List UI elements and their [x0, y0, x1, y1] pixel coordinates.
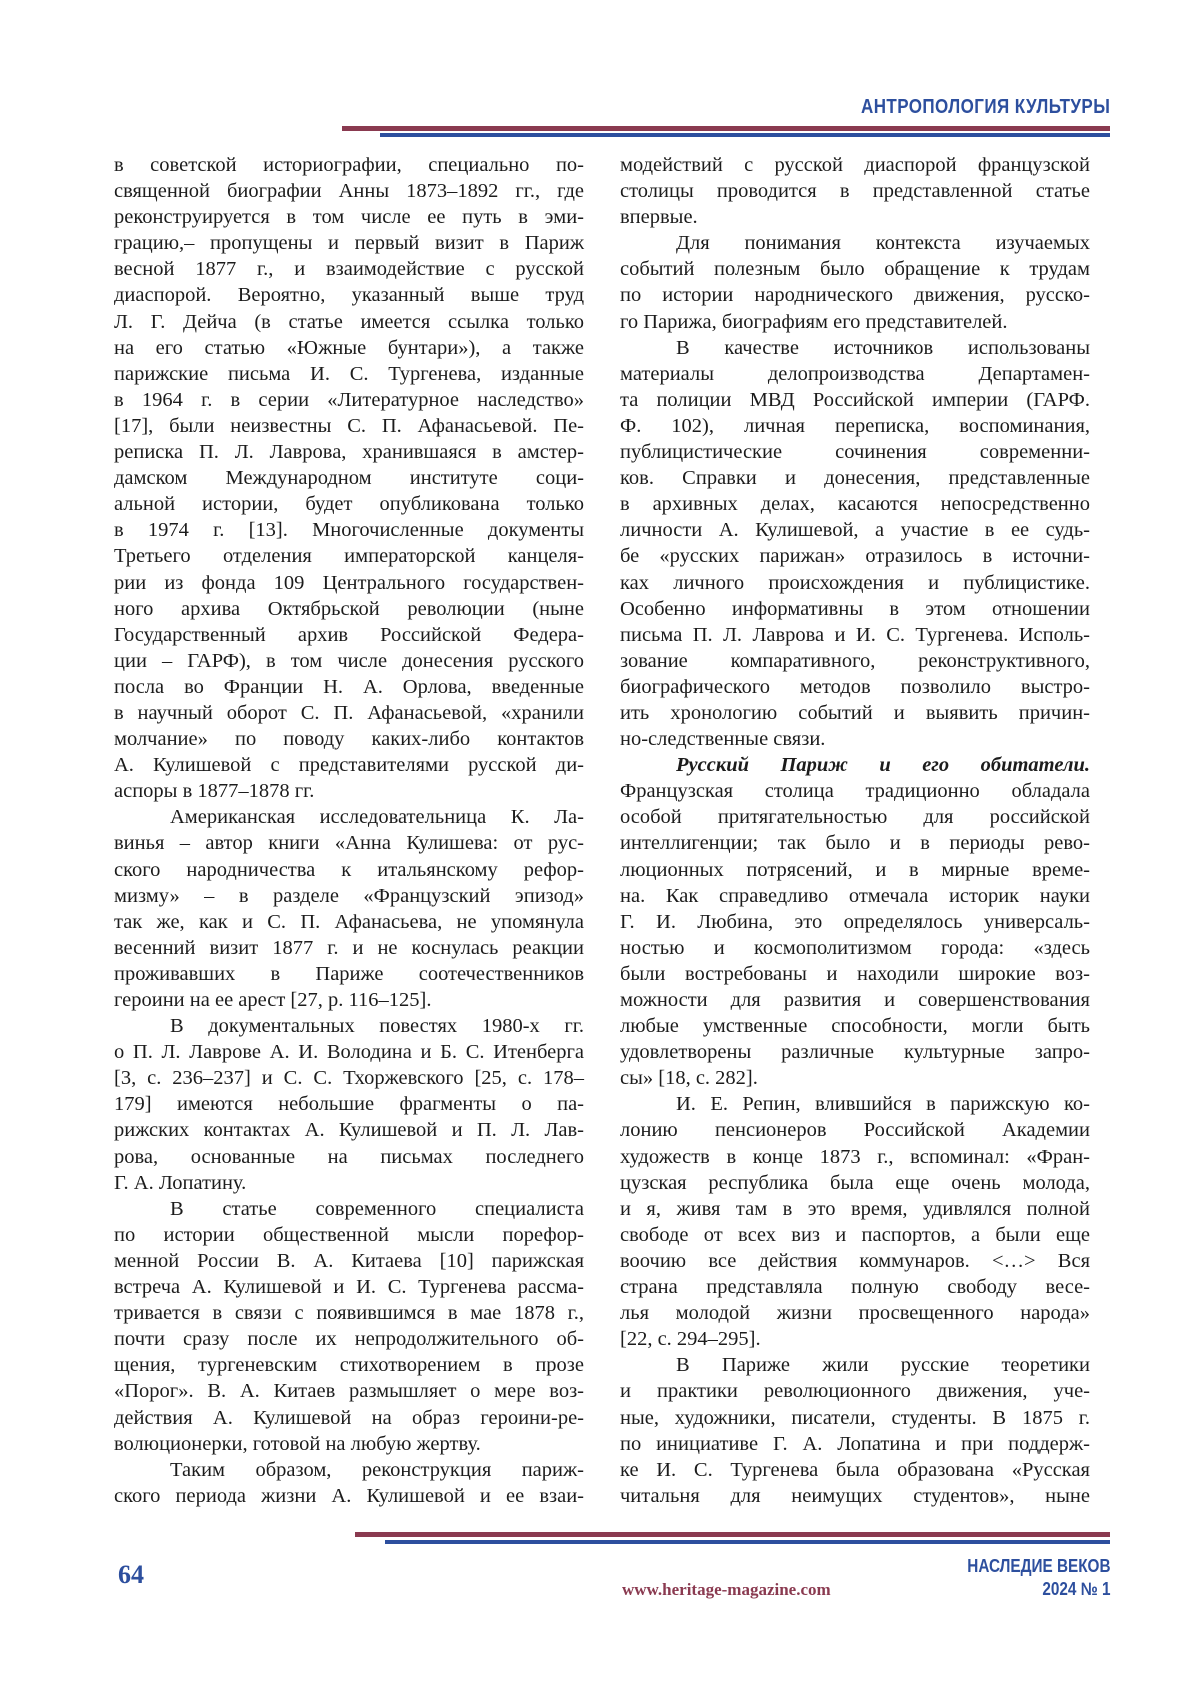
text-line: на его статью «Южные бунтари»), а также [114, 335, 584, 361]
text-line: ить хронологию событий и выявить причин- [620, 700, 1090, 726]
text-line: А. Кулишевой с представителями русской ди- [114, 752, 584, 778]
footer-rule-maroon [355, 1532, 1110, 1537]
text-line: молчание» по поводу каких-либо контактов [114, 726, 584, 752]
text-line: ского периода жизни А. Кулишевой и ее взаи- [114, 1483, 584, 1509]
text-line: альной истории, будет опубликована только [114, 491, 584, 517]
text-line: по инициативе Г. А. Лопатина и при поддерж- [620, 1431, 1090, 1457]
text-line: ции – ГАРФ), в том числе донесения русского [114, 648, 584, 674]
text-line: посла во Франции Н. А. Орлова, введенные [114, 674, 584, 700]
text-line: проживавших в Париже соотечественников [114, 961, 584, 987]
text-line: менной России В. А. Китаева [10] парижская [114, 1248, 584, 1274]
text-line: художеств в конце 1873 г., вспоминал: «Фран- [620, 1144, 1090, 1170]
text-line: лья молодой жизни просвещенного народа» [620, 1300, 1090, 1326]
paragraph [620, 1091, 1090, 1352]
section-heading: Русский Париж и его обитатели. [620, 752, 1090, 778]
text-line: ного архива Октябрьской революции (ныне [114, 596, 584, 622]
text-line: волюционерки, готовой на любую жертву. [114, 1431, 584, 1457]
text-line: особой притягательностью для российской [620, 804, 1090, 830]
text-line: на. Как справедливо отмечала историк науки [620, 883, 1090, 909]
paragraph [114, 1457, 584, 1509]
magazine-name: НАСЛЕДИЕ ВЕКОВ [967, 1555, 1110, 1578]
text-line: рии из фонда 109 Центрального государствен- [114, 570, 584, 596]
text-line: грацию,– пропущены и первый визит в Париж [114, 230, 584, 256]
paragraph [620, 152, 1090, 230]
paragraph [620, 335, 1090, 753]
text-line: дамском Международном институте соци- [114, 465, 584, 491]
header-rule-blue [380, 133, 1110, 137]
text-line: в советской историографии, специально по- [114, 152, 584, 178]
text-line: письма П. Л. Лаврова и И. С. Тургенева. Исполь- [620, 622, 1090, 648]
text-line: в научный оборот С. П. Афанасьевой, «хранили [114, 700, 584, 726]
text-line: страна представляла полную свободу весе- [620, 1274, 1090, 1300]
text-line: парижские письма И. С. Тургенева, изданные [114, 361, 584, 387]
text-line: 179] имеются небольшие фрагменты о па- [114, 1091, 584, 1117]
text-line: воочию все действия коммунаров. <…> Вся [620, 1248, 1090, 1274]
text-line: люционных потрясений, и в мирные време- [620, 857, 1090, 883]
text-line: свободе от всех виз и паспортов, а были еще [620, 1222, 1090, 1248]
text-line: «Порог». В. А. Китаев размышляет о мере воз- [114, 1378, 584, 1404]
text-line: лонию пенсионеров Российской Академии [620, 1117, 1090, 1143]
text-line: событий полезным было обращение к трудам [620, 256, 1090, 282]
text-line: [22, с. 294–295]. [620, 1326, 1090, 1352]
text-column-left [114, 152, 584, 1509]
footer-rule-blue [385, 1540, 1110, 1544]
text-line: личности А. Кулишевой, а участие в ее судь- [620, 517, 1090, 543]
text-line: Л. Г. Дейча (в статье имеется ссылка только [114, 309, 584, 335]
text-line: диаспорой. Вероятно, указанный выше труд [114, 282, 584, 308]
text-line: любые умственные способности, могли быть [620, 1013, 1090, 1039]
text-line: бе «русских парижан» отразилось в источни- [620, 543, 1090, 569]
text-line: материалы делопроизводства Департамен- [620, 361, 1090, 387]
text-line: сы» [18, с. 282]. [620, 1065, 1090, 1091]
text-line: Французская столица традиционно обладала [620, 778, 1090, 804]
text-line: ках личного происхождения и публицистике. [620, 570, 1090, 596]
text-line: биографического методов позволило выстро- [620, 674, 1090, 700]
text-line: винья – автор книги «Анна Кулишева: от рус- [114, 830, 584, 856]
text-line: и практики революционного движения, уче- [620, 1378, 1090, 1404]
paragraph [114, 152, 584, 804]
magazine-masthead [967, 1555, 1110, 1601]
text-line: можности для развития и совершенствования [620, 987, 1090, 1013]
paragraph [620, 230, 1090, 334]
paragraph [114, 1013, 584, 1196]
website-link[interactable]: www.heritage-magazine.com [622, 1580, 831, 1600]
text-line: читальня для неимущих студентов», ныне [620, 1483, 1090, 1509]
text-line: Американская исследовательница К. Ла- [114, 804, 584, 830]
text-line: Особенно информативны в этом отношении [620, 596, 1090, 622]
text-line: но-следственные связи. [620, 726, 1090, 752]
text-line: Третьего отделения императорской канцеля- [114, 543, 584, 569]
text-line: действия А. Кулишевой на образ героини-ре- [114, 1405, 584, 1431]
text-line: так же, как и С. П. Афанасьева, не упомянула [114, 909, 584, 935]
text-line: Таким образом, реконструкция париж- [114, 1457, 584, 1483]
text-line: В документальных повестях 1980-х гг. [114, 1013, 584, 1039]
issue-number: 2024 № 1 [967, 1578, 1110, 1601]
text-line: впервые. [620, 204, 1090, 230]
text-line: по истории общественной мысли порефор- [114, 1222, 584, 1248]
text-line: аспоры в 1877–1878 гг. [114, 778, 584, 804]
text-line: Г. И. Любина, это определялось универсаль- [620, 909, 1090, 935]
text-line: священной биографии Анны 1873–1892 гг., где [114, 178, 584, 204]
text-line: рижских контактах А. Кулишевой и П. Л. Лав- [114, 1117, 584, 1143]
text-line: и я, живя там в это время, удивлялся полной [620, 1196, 1090, 1222]
section-title: АНТРОПОЛОГИЯ КУЛЬТУРЫ [861, 96, 1110, 119]
text-line: встреча А. Кулишевой и И. С. Тургенева рассма- [114, 1274, 584, 1300]
paragraph [620, 1352, 1090, 1509]
text-line: Государственный архив Российской Федера- [114, 622, 584, 648]
text-line: Ф. 102), личная переписка, воспоминания, [620, 413, 1090, 439]
text-line: в архивных делах, касаются непосредственно [620, 491, 1090, 517]
page-number: 64 [118, 1560, 144, 1590]
text-line: ке И. С. Тургенева была образована «Русская [620, 1457, 1090, 1483]
text-line: весенний визит 1877 г. и не коснулась реакции [114, 935, 584, 961]
text-line: весной 1877 г., и взаимодействие с русской [114, 256, 584, 282]
text-line: интеллигенции; так было и в периоды рево- [620, 830, 1090, 856]
text-line: реписка П. Л. Лаврова, хранившаяся в амстер- [114, 439, 584, 465]
text-line: были востребованы и находили широкие воз- [620, 961, 1090, 987]
text-line: модействий с русской диаспорой французской [620, 152, 1090, 178]
text-line: И. Е. Репин, влившийся в парижскую ко- [620, 1091, 1090, 1117]
text-line: тривается в связи с появившимся в мае 1878 г., [114, 1300, 584, 1326]
text-line: [3, с. 236–237] и С. С. Тхоржевского [25, с. 178– [114, 1065, 584, 1091]
text-line: ностью и космополитизмом города: «здесь [620, 935, 1090, 961]
text-line: ков. Справки и донесения, представленные [620, 465, 1090, 491]
text-line: го Парижа, биографиям его представителей. [620, 309, 1090, 335]
text-line: Для понимания контекста изучаемых [620, 230, 1090, 256]
text-line: зование компаративного, реконструктивного, [620, 648, 1090, 674]
paragraph [114, 804, 584, 1013]
text-line: В качестве источников использованы [620, 335, 1090, 361]
text-line: [17], были неизвестны С. П. Афанасьевой. Пе- [114, 413, 584, 439]
text-line: столицы проводится в представленной статье [620, 178, 1090, 204]
text-column-right [620, 152, 1090, 1509]
text-line: щения, тургеневским стихотворением в прозе [114, 1352, 584, 1378]
header-rule-maroon [342, 126, 1110, 131]
text-line: та полиции МВД Российской империи (ГАРФ. [620, 387, 1090, 413]
text-line: публицистические сочинения современни- [620, 439, 1090, 465]
text-line: В статье современного специалиста [114, 1196, 584, 1222]
paragraph [620, 752, 1090, 1091]
text-line: цузская республика была еще очень молода, [620, 1170, 1090, 1196]
text-line: в 1974 г. [13]. Многочисленные документы [114, 517, 584, 543]
text-line: ные, художники, писатели, студенты. В 1875 г. [620, 1405, 1090, 1431]
text-line: о П. Л. Лаврове А. И. Володина и Б. С. Итенберга [114, 1039, 584, 1065]
text-line: удовлетворены различные культурные запро- [620, 1039, 1090, 1065]
text-line: в 1964 г. в серии «Литературное наследство» [114, 387, 584, 413]
text-line: В Париже жили русские теоретики [620, 1352, 1090, 1378]
text-line: Г. А. Лопатину. [114, 1170, 584, 1196]
text-line: по истории народнического движения, русско- [620, 282, 1090, 308]
text-line: реконструируется в том числе ее путь в эми- [114, 204, 584, 230]
text-line: рова, основанные на письмах последнего [114, 1144, 584, 1170]
paragraph [114, 1196, 584, 1457]
text-line: героини на ее арест [27, р. 116–125]. [114, 987, 584, 1013]
text-line: почти сразу после их непродолжительного об- [114, 1326, 584, 1352]
text-line: ского народничества к итальянскому рефор- [114, 857, 584, 883]
text-line: мизму» – в разделе «Французский эпизод» [114, 883, 584, 909]
